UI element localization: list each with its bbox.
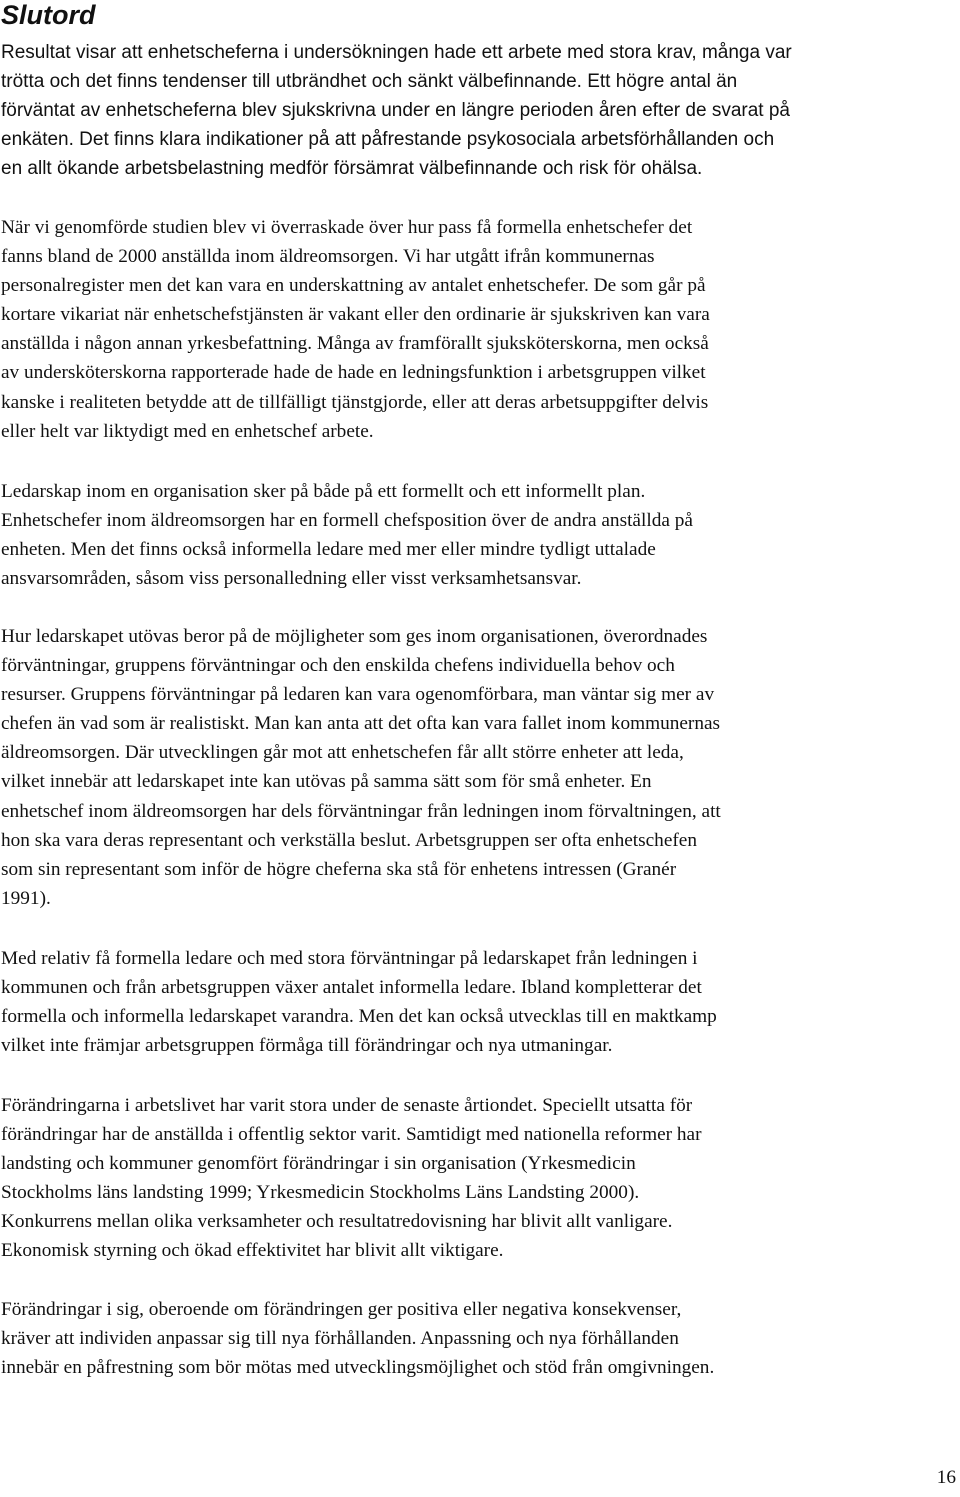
text-line: innebär en påfrestning som bör mötas med utvecklingsmöjlighet och stöd från omgivningen. — [1, 1357, 715, 1379]
text-line: resurser. Gruppens förväntningar på ledaren kan vara ogenomförbara, man väntar sig mer av — [1, 684, 715, 706]
text-line: vilket innebär att ledarskapet inte kan utövas på samma sätt som för små enheter. En — [1, 771, 652, 793]
text-line: ansvarsområden, såsom viss personalledning eller visst verksamhetsansvar. — [1, 568, 582, 590]
text-line: Förändringarna i arbetslivet har varit stora under de senaste årtiondet. Speciellt utsatta för — [1, 1095, 693, 1116]
text-line: kortare vikariat när enhetschefstjänsten är vakant eller den ordinarie är sjukskriven kan vara — [1, 304, 710, 326]
text-line: När vi genomförde studien blev vi överraskade över hur pass få formella enhetschefer det — [1, 217, 693, 238]
text-line: 1991). — [1, 887, 51, 909]
page-number: 16 — [936, 1467, 956, 1488]
text-line: trötta och det finns tendenser till utbrändhet och sänkt välbefinnande. Ett högre antal än — [1, 71, 738, 93]
paragraph-study-observations — [1, 213, 956, 446]
text-line: Med relativ få formella ledare och med stora förväntningar på ledarskapet från ledningen i — [1, 948, 698, 969]
text-line: formella och informella ledarskapet varandra. Men det kan också utvecklas till en maktkamp — [1, 1006, 717, 1028]
text-line: förändringar har de anställda i offentlig sektor varit. Samtidigt med nationella reformer har — [1, 1124, 702, 1146]
text-line: anställda i någon annan yrkesbefattning. Många av framförallt sjuksköterskorna, men också — [1, 333, 709, 355]
paragraph-leadership-expectations — [1, 622, 956, 913]
text-line: Ekonomisk styrning och ökad effektivitet har blivit allt viktigare. — [1, 1240, 504, 1262]
text-line: kommunen och från arbetsgruppen växer antalet informella ledare. Ibland kompletterar det — [1, 977, 702, 999]
text-line: kräver att individen anpassar sig till nya förhållanden. Anpassning och nya förhållanden — [1, 1328, 679, 1350]
paragraph-informal-leaders — [1, 944, 956, 1060]
text-line: landsting och kommuner genomfört förändringar i sin organisation (Yrkesmedicin — [1, 1153, 636, 1175]
text-line: eller helt var liktydigt med en enhetschef arbete. — [1, 420, 374, 442]
text-line: kanske i realiteten betydde att de tillfälligt tjänstgjorde, eller att deras arbetsuppgifter delvis — [1, 391, 709, 413]
text-line: enkäten. Det finns klara indikationer på att påfrestande psykosociala arbetsförhållanden och — [1, 129, 775, 151]
text-line: Enhetschefer inom äldreomsorgen har en formell chefsposition över de andra anställda på — [1, 510, 693, 532]
text-line: hon ska vara deras representant och verkställa beslut. Arbetsgruppen ser ofta enhetschefen — [1, 829, 697, 851]
text-line: personalregister men det kan vara en underskattning av antalet enhetschefer. De som går på — [1, 275, 706, 297]
text-line: Resultat visar att enhetscheferna i undersökningen hade ett arbete med stora krav, många var — [1, 42, 792, 63]
text-line: chefen än vad som är realistiskt. Man kan anta att det ofta kan vara fallet inom kommunernas — [1, 713, 721, 735]
paragraph-leadership — [1, 477, 956, 593]
text-line: enheten. Men det finns också informella ledare med mer eller mindre tydligt uttalade — [1, 539, 656, 561]
text-line: fanns bland de 2000 anställda inom äldreomsorgen. Vi har utgått ifrån kommunernas — [1, 246, 655, 268]
text-line: Hur ledarskapet utövas beror på de möjligheter som ges inom organisationen, överordnades — [1, 626, 708, 647]
section-heading: Slutord — [1, 0, 96, 30]
text-line: Konkurrens mellan olika verksamheter och resultatredovisning har blivit allt vanligare. — [1, 1211, 673, 1233]
text-line: förväntat av enhetscheferna blev sjukskrivna under en längre perioden åren efter de svarat på — [1, 100, 790, 122]
paragraph-results — [1, 38, 956, 183]
paragraph-workplace-changes — [1, 1091, 956, 1266]
paragraph-adaptation — [1, 1295, 956, 1382]
text-line: förväntningar, gruppens förväntningar och den enskilda chefens individuella behov och — [1, 655, 675, 677]
text-line: Ledarskap inom en organisation sker på både på ett formellt och ett informellt plan. — [1, 481, 646, 502]
text-line: Stockholms läns landsting 1999; Yrkesmedicin Stockholms Läns Landsting 2000). — [1, 1182, 640, 1204]
text-line: Förändringar i sig, oberoende om förändringen ger positiva eller negativa konsekvenser, — [1, 1299, 682, 1320]
text-line: äldreomsorgen. Där utvecklingen går mot att enhetschefen får allt större enheter att leda, — [1, 742, 684, 764]
text-line: en allt ökande arbetsbelastning medför försämrat välbefinnande och risk för ohälsa. — [1, 158, 703, 180]
text-line: enhetschef inom äldreomsorgen har dels förväntningar från ledningen inom förvaltningen, att — [1, 800, 721, 822]
text-line: av undersköterskorna rapporterade hade de hade en ledningsfunktion i arbetsgruppen vilket — [1, 362, 706, 384]
text-line: som sin representant som inför de högre cheferna ska stå för enhetens intressen (Granér — [1, 858, 677, 880]
text-line: vilket inte främjar arbetsgruppen förmåga till förändringar och nya utmaningar. — [1, 1035, 613, 1057]
